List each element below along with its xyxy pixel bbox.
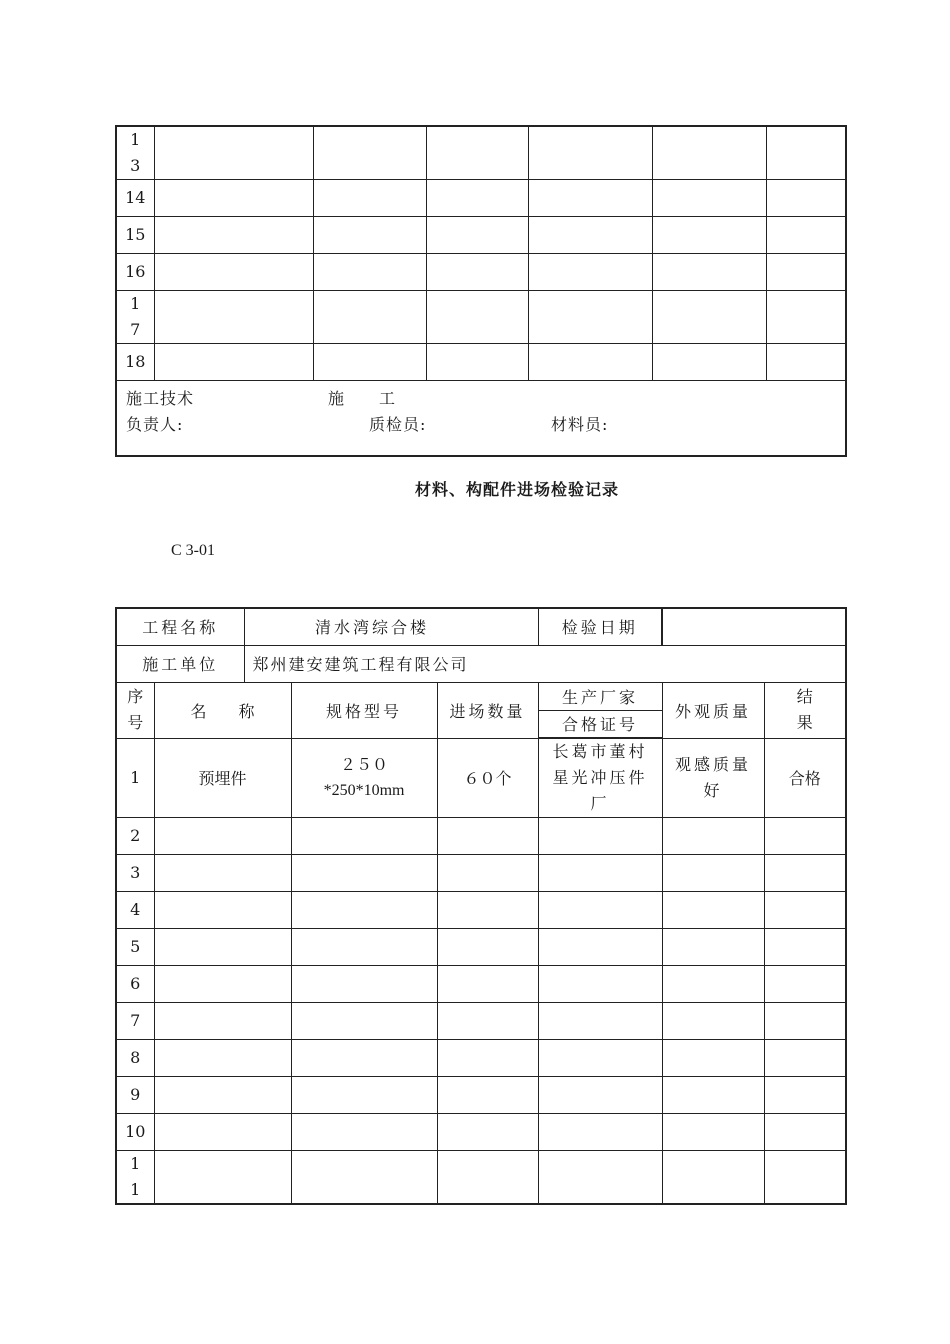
- row-number: 15: [116, 217, 154, 254]
- row-number: 4: [116, 892, 154, 929]
- col-header-maker: 生产厂家: [538, 682, 662, 710]
- material-clerk-label: 材料员:: [551, 415, 609, 434]
- row-number: 6: [116, 966, 154, 1003]
- spec-line2: *250*10mm: [323, 781, 405, 799]
- table-row: [116, 1077, 846, 1114]
- spec-cell: [291, 738, 437, 818]
- table-row: [116, 966, 846, 1003]
- inspector-label: 质检员:: [369, 415, 427, 434]
- col-header-qty: 进场数量: [437, 682, 538, 738]
- table-row: [116, 892, 846, 929]
- table-row: [116, 929, 846, 966]
- table-row: [116, 344, 846, 381]
- row-number: 1 3: [116, 126, 154, 180]
- row-number: 10: [116, 1114, 154, 1151]
- col-header-result: 结 果: [764, 682, 846, 738]
- row-number: 8: [116, 1040, 154, 1077]
- col-header-cert: 合格证号: [538, 710, 662, 738]
- project-name-value: 清水湾综合楼: [244, 608, 538, 645]
- table-row: [116, 1151, 846, 1205]
- construct-label: 施 工: [328, 389, 397, 408]
- document-title: 材料、构配件进场检验记录: [414, 480, 619, 499]
- col-header-name: 名 称: [154, 682, 291, 738]
- col-header-spec: 规格型号: [291, 682, 437, 738]
- table-row: [116, 855, 846, 892]
- table-row: [116, 217, 846, 254]
- spec-line1: ２５０: [340, 754, 389, 774]
- table-row: [116, 738, 846, 818]
- appearance-quality: 观感质量好: [662, 738, 764, 818]
- row-number: 3: [116, 855, 154, 892]
- row-number: 5: [116, 929, 154, 966]
- row-number: 16: [116, 254, 154, 291]
- column-header-row: [116, 682, 846, 710]
- form-code: C 3-01: [171, 542, 215, 559]
- table-row: [116, 254, 846, 291]
- inspection-date-label: 检验日期: [538, 608, 662, 645]
- previous-record-table: [115, 125, 847, 457]
- table-row: [116, 180, 846, 217]
- inspection-date-value: [662, 608, 846, 645]
- project-row: [116, 608, 846, 645]
- row-number: 1 7: [116, 291, 154, 344]
- material-name: 预埋件: [154, 738, 291, 818]
- signature-cell: [116, 381, 846, 457]
- tech-label-line1: 施工技术: [126, 389, 195, 408]
- row-number: 1: [116, 738, 154, 818]
- signature-row: [116, 381, 846, 457]
- tech-label-line2: 负责人:: [126, 415, 184, 434]
- table-row: [116, 1114, 846, 1151]
- manufacturer: 长葛市董村星光冲压件厂: [538, 738, 662, 818]
- row-number: 18: [116, 344, 154, 381]
- table-row: [116, 291, 846, 344]
- row-number: 1 1: [116, 1151, 154, 1205]
- table-row: [116, 1003, 846, 1040]
- inspection-record-table: [115, 607, 847, 1205]
- unit-row: [116, 645, 846, 682]
- result: 合格: [764, 738, 846, 818]
- construction-unit-value: 郑州建安建筑工程有限公司: [244, 645, 846, 682]
- row-number: 7: [116, 1003, 154, 1040]
- row-number: 2: [116, 818, 154, 855]
- table-row: [116, 818, 846, 855]
- table-row: [116, 126, 846, 180]
- construction-unit-label: 施工单位: [116, 645, 244, 682]
- project-name-label: 工程名称: [116, 608, 244, 645]
- row-number: 14: [116, 180, 154, 217]
- col-header-appearance: 外观质量: [662, 682, 764, 738]
- table-row: [116, 1040, 846, 1077]
- row-number: 9: [116, 1077, 154, 1114]
- col-header-no: 序 号: [116, 682, 154, 738]
- quantity: ６０个: [437, 738, 538, 818]
